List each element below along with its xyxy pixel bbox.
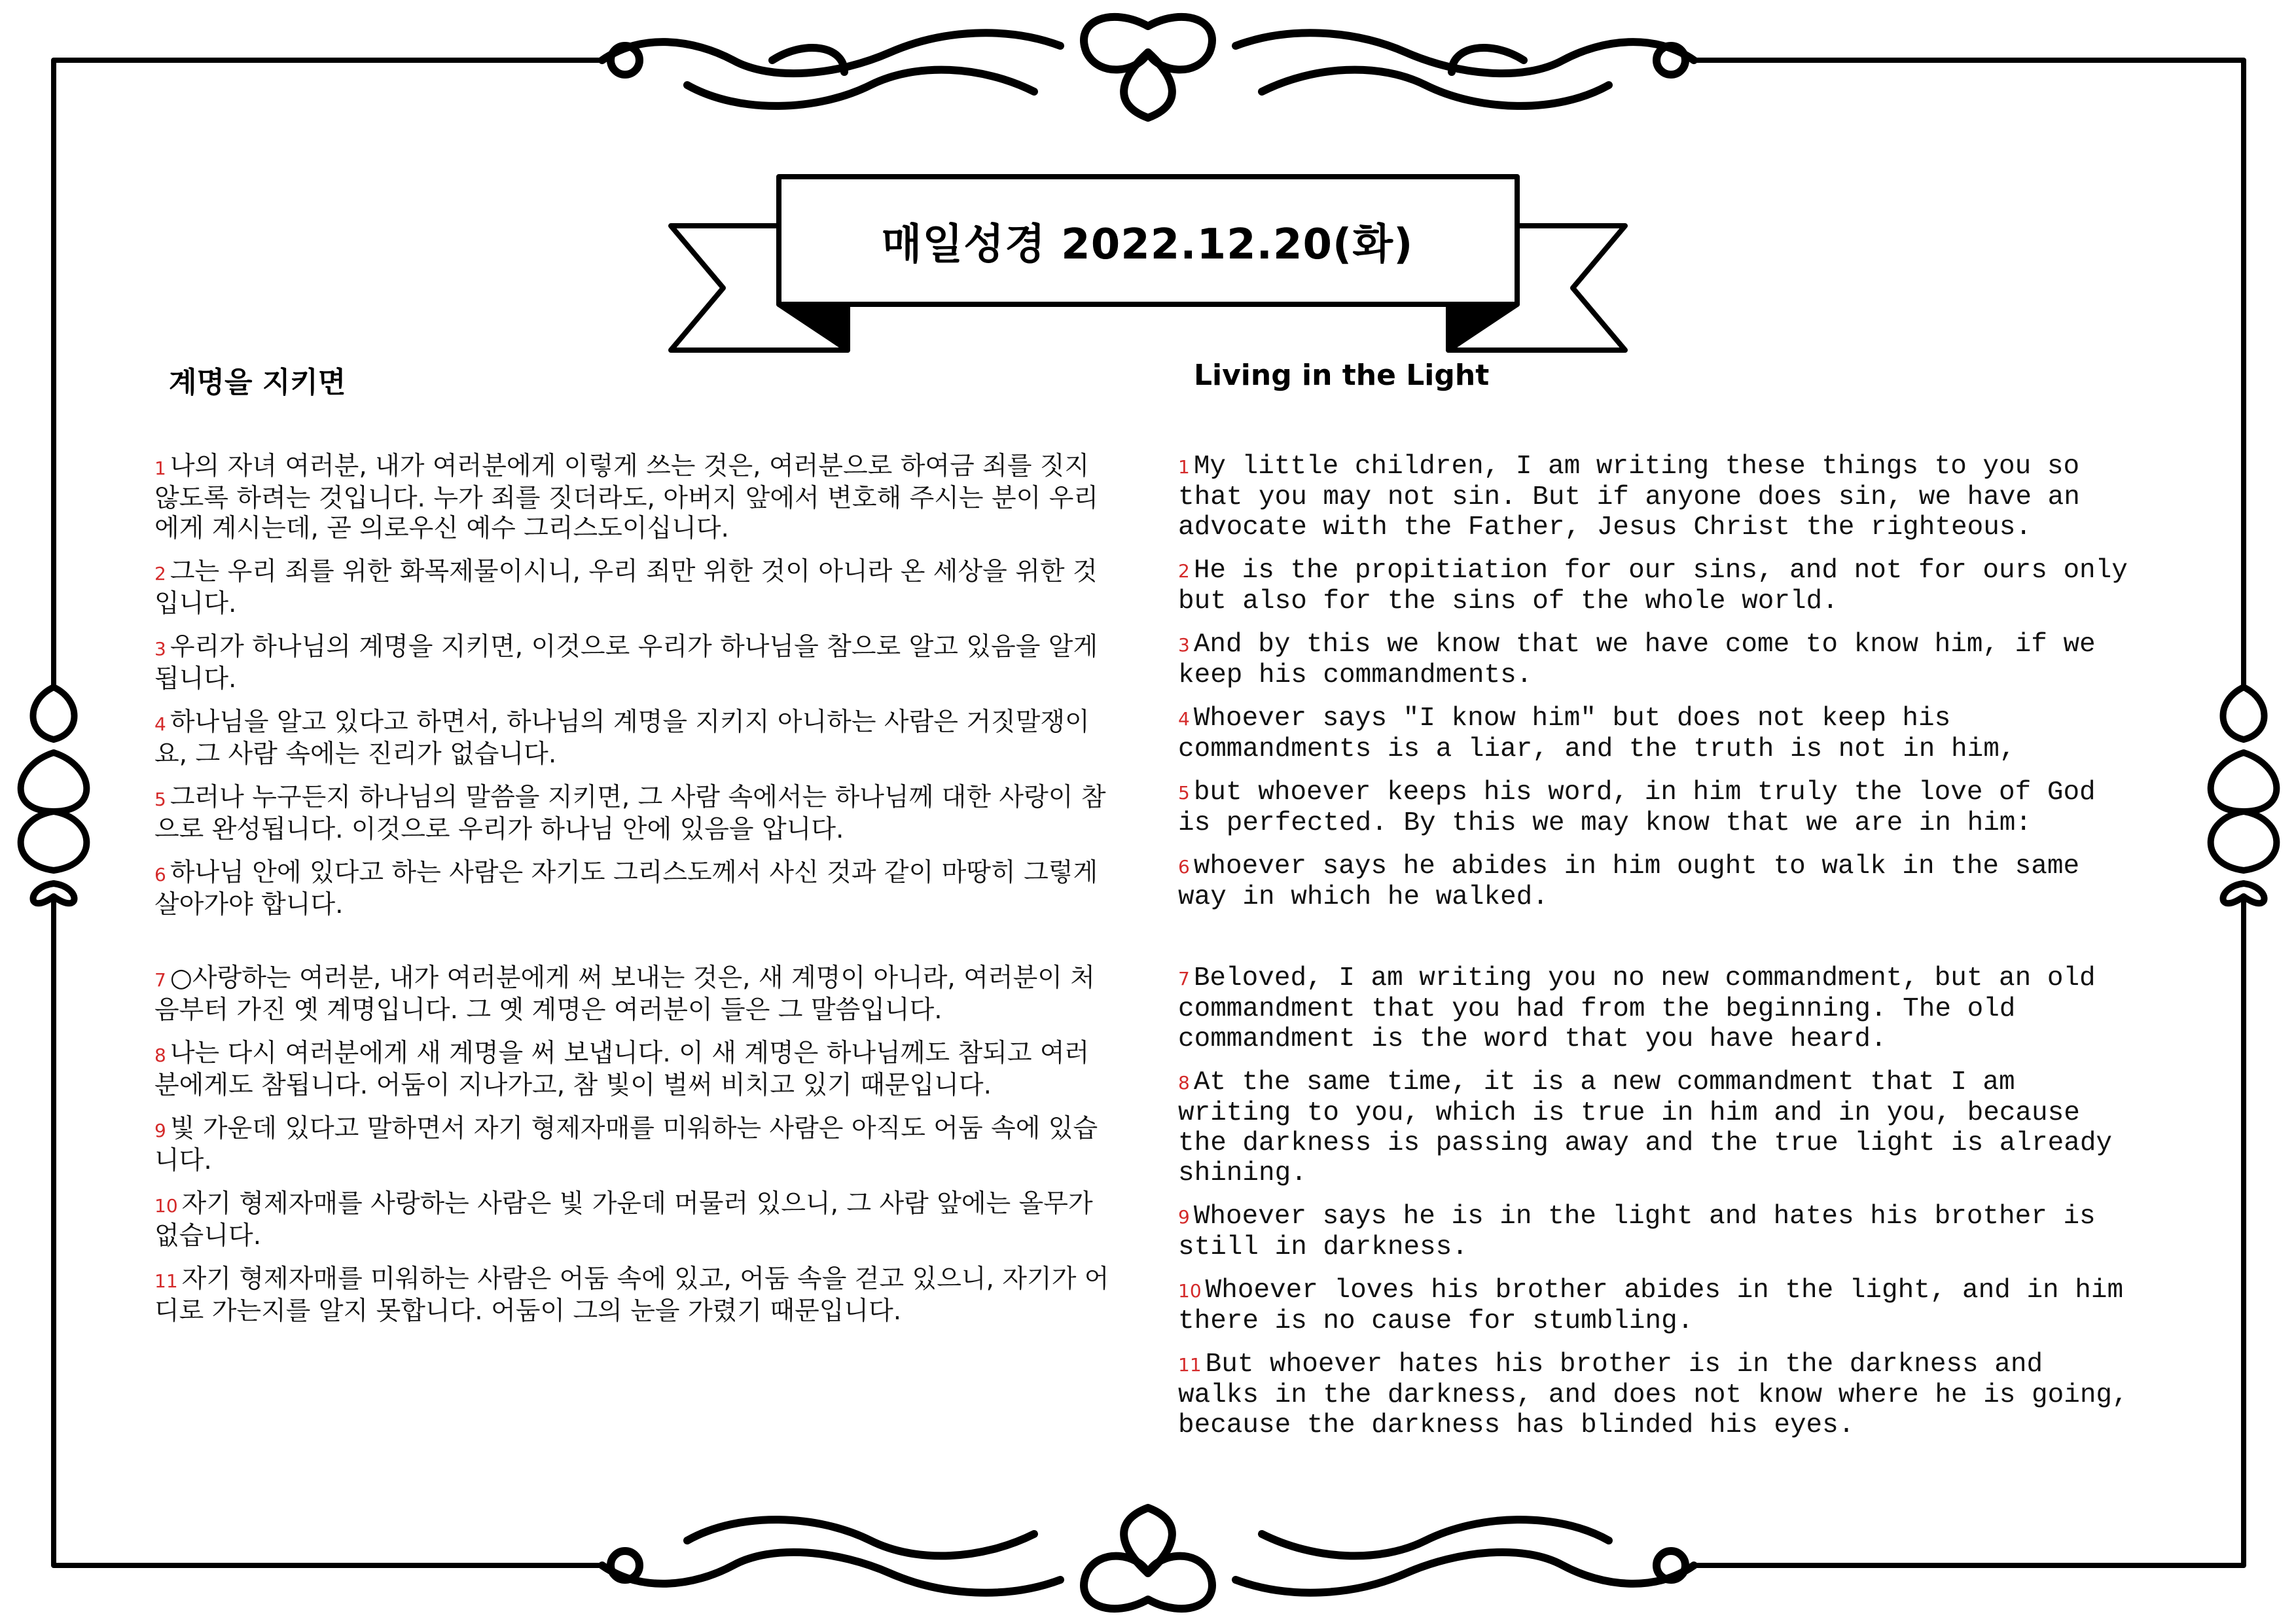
- korean-verse-5: [154, 783, 1110, 845]
- verse-number: 10: [154, 1195, 178, 1217]
- korean-verses-group-2: [154, 963, 1110, 1340]
- english-verse-8: [1178, 1067, 2134, 1188]
- verse-text: 나의 자녀 여러분, 내가 여러분에게 이렇게 쓰는 것은, 여러분으로 하여금 죄를 짓지 않도록 하려는 것입니다. 누가 죄를 짓더라도, 아버지 앞에서 변호해 주시는 분이 우리에게 계시는데, 곧 의로우신 예수 그리스도이십니다.: [154, 452, 1099, 543]
- korean-verse-1: [154, 452, 1110, 544]
- verse-text: ○사랑하는 여러분, 내가 여러분에게 써 보내는 것은, 새 계명이 아니라, 여러분이 처음부터 가진 옛 계명입니다. 그 옛 계명은 여러분이 들은 그 말씀입니다.: [154, 963, 1095, 1025]
- english-verses-group-1: [1178, 452, 2134, 925]
- verse-number: 1: [154, 457, 166, 479]
- english-verse-10: [1178, 1275, 2134, 1336]
- verse-text: Whoever says he is in the light and hates his brother is still in darkness.: [1178, 1202, 2096, 1262]
- verse-number: 2: [154, 563, 166, 584]
- verse-number: 3: [154, 638, 166, 660]
- verse-number: 5: [1178, 782, 1190, 804]
- verse-text: but whoever keeps his word, in him truly the love of God is perfected. By this we may know that we are in him:: [1178, 777, 2096, 838]
- verse-text: And by this we know that we have come to know him, if we keep his commandments.: [1178, 630, 2096, 690]
- verse-text: 빛 가운데 있다고 말하면서 자기 형제자매를 미워하는 사람은 아직도 어둠 속에 있습니다.: [154, 1114, 1098, 1175]
- bottom-ornament: [602, 1508, 1694, 1609]
- korean-verse-4: [154, 707, 1110, 770]
- verse-text: 그는 우리 죄를 위한 화목제물이시니, 우리 죄만 위한 것이 아니라 온 세상을 위한 것입니다.: [154, 557, 1098, 618]
- verse-number: 3: [1178, 634, 1190, 656]
- verse-text: But whoever hates his brother is in the darkness and walks in the darkness, and does not know where he is going, because the darkness has blinded his eyes.: [1178, 1349, 2128, 1440]
- verse-text: 하나님 안에 있다고 하는 사람은 자기도 그리스도께서 사신 것과 같이 마땅히 그렇게 살아가야 합니다.: [154, 858, 1098, 919]
- english-verse-5: [1178, 777, 2134, 838]
- english-verse-4: [1178, 704, 2134, 764]
- verse-number: 9: [1178, 1206, 1190, 1228]
- verse-number: 4: [1178, 708, 1190, 730]
- english-verse-9: [1178, 1202, 2134, 1262]
- verse-number: 8: [1178, 1072, 1190, 1094]
- verse-number: 11: [1178, 1354, 1202, 1376]
- english-verse-7: [1178, 963, 2134, 1054]
- verse-text: 나는 다시 여러분에게 새 계명을 써 보냅니다. 이 새 계명은 하나님께도 참되고 여러분에게도 참됩니다. 어둠이 지나가고, 참 빛이 벌써 비치고 있기 때문입니다.: [154, 1039, 1090, 1100]
- korean-verse-6: [154, 858, 1110, 920]
- english-verse-6: [1178, 851, 2134, 912]
- verse-text: Whoever says "I know him" but does not keep his commandments is a liar, and the truth is not in him,: [1178, 704, 2016, 764]
- verse-number: 8: [154, 1044, 166, 1066]
- top-ornament: [602, 17, 1694, 118]
- korean-verse-3: [154, 632, 1110, 694]
- english-verse-11: [1178, 1349, 2134, 1440]
- verse-number: 6: [1178, 856, 1190, 878]
- verse-text: 자기 형제자매를 사랑하는 사람은 빛 가운데 머물러 있으니, 그 사람 앞에는 올무가 없습니다.: [154, 1189, 1093, 1251]
- verse-text: 그러나 누구든지 하나님의 말씀을 지키면, 그 사람 속에서는 하나님께 대한 사랑이 참으로 완성됩니다. 이것으로 우리가 하나님 안에 있음을 압니다.: [154, 783, 1106, 844]
- left-side-ornament: [21, 687, 87, 903]
- english-verse-2: [1178, 556, 2134, 616]
- korean-verse-8: [154, 1039, 1110, 1101]
- verse-number: 9: [154, 1120, 166, 1141]
- verse-number: 11: [154, 1270, 178, 1292]
- english-verse-1: [1178, 452, 2134, 543]
- korean-verse-9: [154, 1114, 1110, 1176]
- verse-number: 4: [154, 713, 166, 735]
- verse-text: 하나님을 알고 있다고 하면서, 하나님의 계명을 지키지 아니하는 사람은 거짓말쟁이요, 그 사람 속에는 진리가 없습니다.: [154, 707, 1090, 769]
- korean-verse-2: [154, 557, 1110, 619]
- right-side-ornament: [2211, 687, 2277, 903]
- verse-number: 7: [1178, 968, 1190, 990]
- korean-verses-group-1: [154, 452, 1110, 933]
- korean-verse-10: [154, 1189, 1110, 1251]
- verse-text: My little children, I am writing these things to you so that you may not sin. But if anyone does sin, we have an advocate with the Father, Jesus Christ the righteous.: [1178, 452, 2080, 543]
- verse-number: 1: [1178, 456, 1190, 478]
- verse-text: At the same time, it is a new commandment that I am writing to you, which is true in him and in you, because the darkness is passing away and the true light is already shining.: [1178, 1067, 2113, 1188]
- english-verses-group-2: [1178, 963, 2134, 1454]
- verse-text: Whoever loves his brother abides in the light, and in him there is no cause for stumbling.: [1178, 1275, 2124, 1336]
- verse-text: Beloved, I am writing you no new commandment, but an old commandment that you had from the beginning. The old commandment is the word that you have heard.: [1178, 963, 2096, 1054]
- verse-number: 7: [154, 969, 166, 991]
- verse-number: 5: [154, 789, 166, 810]
- verse-text: He is the propitiation for our sins, and not for ours only but also for the sins of the whole world.: [1178, 556, 2128, 616]
- verse-number: 6: [154, 864, 166, 885]
- verse-number: 10: [1178, 1280, 1202, 1302]
- korean-section-heading: 계명을 지키면: [169, 366, 346, 399]
- english-section-heading: Living in the Light: [1194, 359, 1490, 392]
- page-title: 매일성경 2022.12.20(화): [881, 221, 1414, 269]
- korean-verse-7: [154, 963, 1110, 1026]
- verse-text: 자기 형제자매를 미워하는 사람은 어둠 속에 있고, 어둠 속을 걷고 있으니, 자기가 어디로 가는지를 알지 못합니다. 어둠이 그의 눈을 가렸기 때문입니다.: [154, 1264, 1109, 1326]
- english-verse-3: [1178, 630, 2134, 690]
- verse-text: whoever says he abides in him ought to walk in the same way in which he walked.: [1178, 851, 2080, 912]
- korean-verse-11: [154, 1264, 1110, 1327]
- verse-text: 우리가 하나님의 계명을 지키면, 이것으로 우리가 하나님을 참으로 알고 있음을 알게 됩니다.: [154, 632, 1098, 694]
- verse-number: 2: [1178, 560, 1190, 582]
